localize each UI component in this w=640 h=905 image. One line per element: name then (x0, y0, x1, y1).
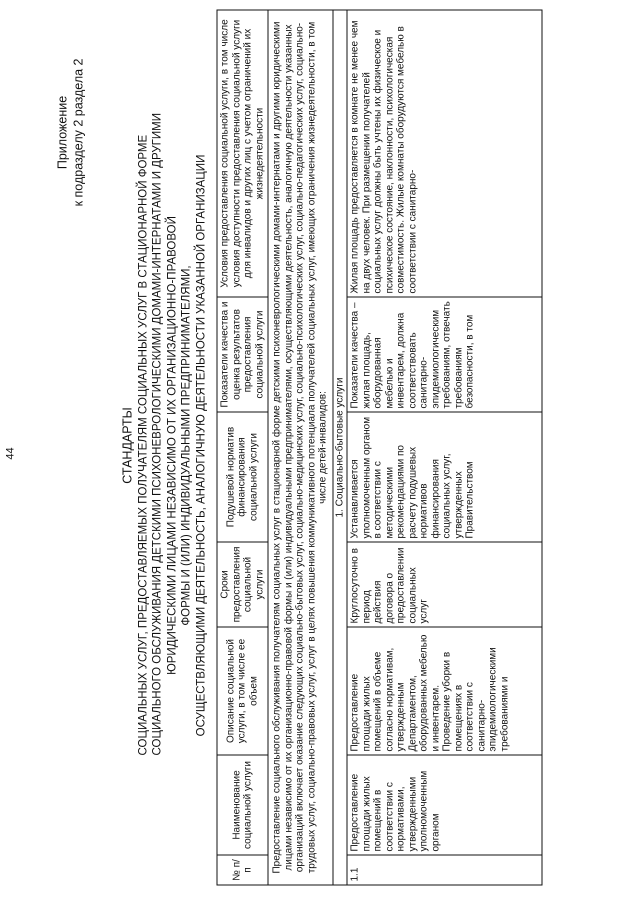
document-title (120, 112, 208, 755)
header-cell-name: Наименование социальной услуги (217, 755, 268, 855)
intro-text: Предоставление социального обслуживания получателям социальных услуг в стационарной форме детскими психоневрологическими домами-интернатами и другими юридическими лицами независимо от их организационно-правовой формы и (или) индивидуальными предпринимателями, осуществляющими деятельность, аналогичную деятельности указанных организаций включает оказание следующих социально-бытовых услуг, социально-медицинских услуг, социально-психологических услуг, социально-педагогических услуг, социально-трудовых услуг, социально-правовых услуг, услуг в целях повышения коммуникативного потенциала получателей социальных услуг, имеющих ограничения жизнедеятельности, в том числе детей-инвалидов: (268, 10, 333, 885)
header-cell-conditions: Условия предоставления социальной услуги, в том числе условия доступности предоставления социальной услуги для инвалидов и других лиц с учетом ограничений их жизнедеятельности (217, 10, 268, 297)
title-line: ЮРИДИЧЕСКИМИ ЛИЦАМИ НЕЗАВИСИМО ОТ ИХ ОРГАНИЗАЦИОННО-ПРАВОВОЙ (165, 215, 178, 675)
title-line: ОСУЩЕСТВЛЯЮЩИМИ ДЕЯТЕЛЬНОСТЬ, АНАЛОГИЧНУЮ ДЕЯТЕЛЬНОСТИ УКАЗАННОЙ ОРГАНИЗАЦИИ (194, 154, 207, 736)
header-cell-quality: Показатели качества и оценка результатов предоставления социальной услуги (217, 297, 268, 412)
header-cell-norm: Подушевой норматив финансирования социальной услуги (217, 412, 268, 542)
row-quality: Показатели качества – жилая площадь, оборудованная мебелью и инвентарем, должна соответствовать санитарно-эпидемиологическим требованиям, отвечать требованиям безопасности, в том (347, 297, 542, 412)
row-term: Круглосуточно в период действия договора о предоставлении социальных услуг (347, 542, 542, 627)
row-conditions: Жилая площадь предоставляется в комнате не менее чем на двух человек. При размещении получателей социальных услуг должны быть учтены их физическое и психическое состояние, наклонности, психологическая совместимость. Жилые комнаты оборудуются мебелью в соответствии с санитарно- (347, 10, 542, 297)
section-row (332, 10, 347, 885)
title-line: СОЦИАЛЬНОГО ОБСЛУЖИВАНИЯ ДЕТСКИМИ ПСИХОНЕВРОЛОГИЧЕСКИМИ ДОМАМИ-ИНТЕРНАТАМИ И ДРУГИМИ (151, 112, 163, 755)
row-service-name: Предоставление площади жилых помещений в соответствии с нормативами, утвержденными уполномоченным органом (347, 755, 542, 855)
table-header-row (217, 10, 268, 885)
appendix-line-1: Приложение (55, 95, 69, 169)
header-cell-num: № п/п (217, 855, 268, 885)
header-cell-term: Сроки предоставления социальной услуги (217, 542, 268, 627)
header-cell-description: Описание социальной услуги, в том числе ее объем (217, 627, 268, 755)
row-norm: Устанавливается уполномоченным органом в соответствии с методическими рекомендациями по расчету подушевых нормативов финансирования социальных услуг, утвержденных Правительством (347, 412, 542, 542)
row-description: Предоставление площади жилых помещений в объеме согласно нормативам, утвержденным Департаментом, оборудованных мебелью и инвентарем. Проведение уборки в помещениях в соответствии с санитарно-эпидемиологическими требованиями и (347, 627, 542, 755)
appendix-line-2: к подразделу 2 раздела 2 (71, 58, 85, 206)
title-main: СТАНДАРТЫ (120, 406, 134, 484)
appendix-note (54, 58, 86, 206)
section-heading: 1. Социально-бытовые услуги (332, 10, 347, 885)
standards-table (216, 9, 542, 885)
page-number: 44 (4, 446, 16, 460)
intro-row (268, 10, 333, 885)
table-row (347, 10, 542, 885)
title-line: ФОРМЫ И (ИЛИ) ИНДИВИДУАЛЬНЫМИ ПРЕДПРИНИМАТЕЛЯМИ, (180, 264, 192, 626)
row-number: 1.1 (347, 855, 542, 885)
title-line: СОЦИАЛЬНЫХ УСЛУГ, ПРЕДОСТАВЛЯЕМЫХ ПОЛУЧАТЕЛЯМ СОЦИАЛЬНЫХ УСЛУГ В СТАЦИОНАРНОЙ ФОРМЕ (136, 134, 149, 755)
